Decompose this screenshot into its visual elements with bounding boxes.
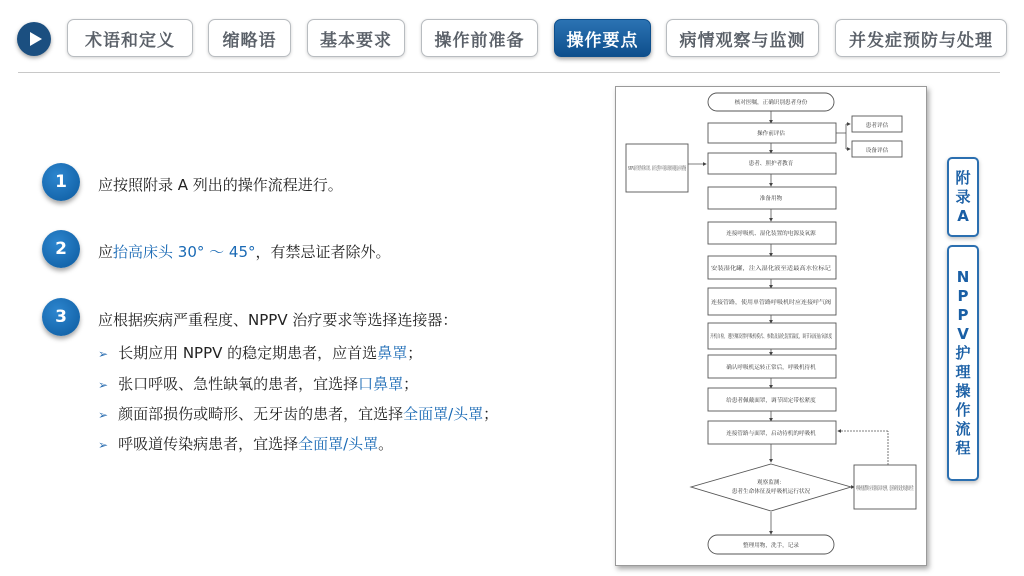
flow-step: 连接呼吸机、湿化装置的电源及氧源 [726, 231, 816, 237]
tab-basic-requirements[interactable]: 基本要求 [307, 19, 405, 57]
side-tab-char: 录 [955, 187, 971, 206]
play-icon [17, 22, 51, 56]
bullet-text: 呼吸道传染病患者，宜选择 [118, 435, 299, 453]
flow-step: 操作前评估 [757, 131, 785, 137]
highlight-text: 口鼻罩 [358, 375, 404, 393]
bullet-text: 颜面部损伤或畸形、无牙齿的患者，宜选择 [118, 405, 404, 423]
side-tab-char: 流 [955, 420, 971, 438]
flow-step: 开机自检，遵医嘱设置呼吸机模式、参数及湿化装置温度，调节氧流量/氧浓度 [710, 334, 903, 340]
flow-step: 给患者佩戴面罩，调节固定带松紧度 [726, 398, 816, 404]
arrow-bullet-icon: ➢ [98, 408, 109, 422]
flow-assessment: 设备评估 [865, 148, 889, 154]
highlight-text: 全面罩/头罩 [298, 435, 379, 453]
decision-text: 患者生命体征及呼吸机运行状况 [731, 489, 811, 495]
point-number-badge: 3 [42, 298, 80, 336]
flow-step: 核对医嘱，正确识别患者身份 [734, 100, 808, 106]
decision-title: 观察监测： [757, 480, 785, 486]
flow-step: 患者、照护者教育 [748, 161, 794, 167]
bullet-suffix: 。 [378, 435, 394, 453]
flow-note-alarm: 呼吸机报警时应识别原因并处理，患者病情变化时通知医生 [856, 486, 1002, 492]
point-text: 应根据疾病严重程度、NPPV 治疗要求等选择连接器： [98, 311, 458, 329]
arrow-bullet-icon: ➢ [98, 378, 109, 392]
side-tab-nppv-process[interactable] [947, 245, 979, 481]
arrow-bullet-icon: ➢ [98, 347, 109, 361]
flow-note-education [628, 164, 686, 172]
list-item [98, 342, 422, 363]
tab-abbreviations[interactable]: 缩略语 [208, 19, 291, 57]
flow-step: 连接管路，使用单管路呼吸机时应连接呼气阀 [711, 300, 823, 306]
side-tab-char: 程 [955, 439, 971, 457]
side-tab-char: P [957, 306, 969, 324]
side-tab-char: A [957, 206, 969, 225]
side-tab-char: V [957, 325, 969, 343]
side-tab-char: 作 [955, 401, 971, 419]
side-tab-char: N [956, 268, 970, 286]
flow-step: 安装湿化罐，注入湿化液至适最高水位标记 [711, 266, 818, 272]
tab-complications[interactable]: 并发症预防与处理 [835, 19, 1007, 57]
play-button[interactable] [17, 22, 51, 56]
flow-step: 确认呼吸机运转正常后，呼吸机待机 [726, 365, 816, 371]
highlight-text: 鼻罩 [377, 344, 408, 362]
side-tab-appendix-a[interactable] [947, 157, 979, 237]
point-number-badge: 1 [42, 163, 80, 201]
side-tab-char: 附 [955, 168, 971, 187]
flow-final-step: 整理用物，洗手，记录 [743, 543, 799, 549]
arrow-bullet-icon: ➢ [98, 438, 109, 452]
point-number-badge: 2 [42, 230, 80, 268]
tab-key-operations[interactable]: 操作要点 [554, 19, 651, 57]
point-text [98, 241, 391, 262]
nppv-flowchart [615, 86, 1002, 566]
side-tab-char: 操 [955, 382, 971, 400]
list-item [98, 403, 498, 424]
bullet-suffix: ； [407, 344, 423, 362]
side-tab-char: 理 [955, 363, 971, 381]
tab-terms-definitions[interactable]: 术语和定义 [67, 19, 193, 57]
flow-step: 准备用物 [759, 196, 783, 202]
side-tab-char: 护 [955, 344, 971, 362]
list-item [98, 373, 418, 394]
highlight-text: 全面罩/头罩 [403, 405, 484, 423]
point-text-suffix: ，有禁忌证者除外。 [255, 243, 391, 261]
flow-assessment: 患者评估 [865, 123, 889, 129]
list-item [98, 433, 393, 454]
bullet-text: 张口呼吸、急性缺氧的患者，宜选择 [118, 375, 359, 393]
bullet-suffix: ； [483, 405, 499, 423]
point-text-prefix: 应 [98, 243, 114, 261]
bullet-suffix: ； [403, 375, 419, 393]
bullet-text: 长期应用 NPPV 的稳定期患者，应首选 [118, 344, 378, 362]
side-tab-char: P [957, 287, 969, 305]
tab-preparation[interactable]: 操作前准备 [421, 19, 538, 57]
point-text: 应按照附录 A 列出的操作流程进行。 [98, 176, 343, 194]
flow-step: 连接管路与面罩，启动待机的呼吸机 [726, 431, 816, 437]
tab-observation-monitoring[interactable]: 病情观察与监测 [666, 19, 819, 57]
header-divider [18, 72, 1000, 73]
highlight-text: 抬高床头 30° ～ 45° [113, 243, 256, 261]
